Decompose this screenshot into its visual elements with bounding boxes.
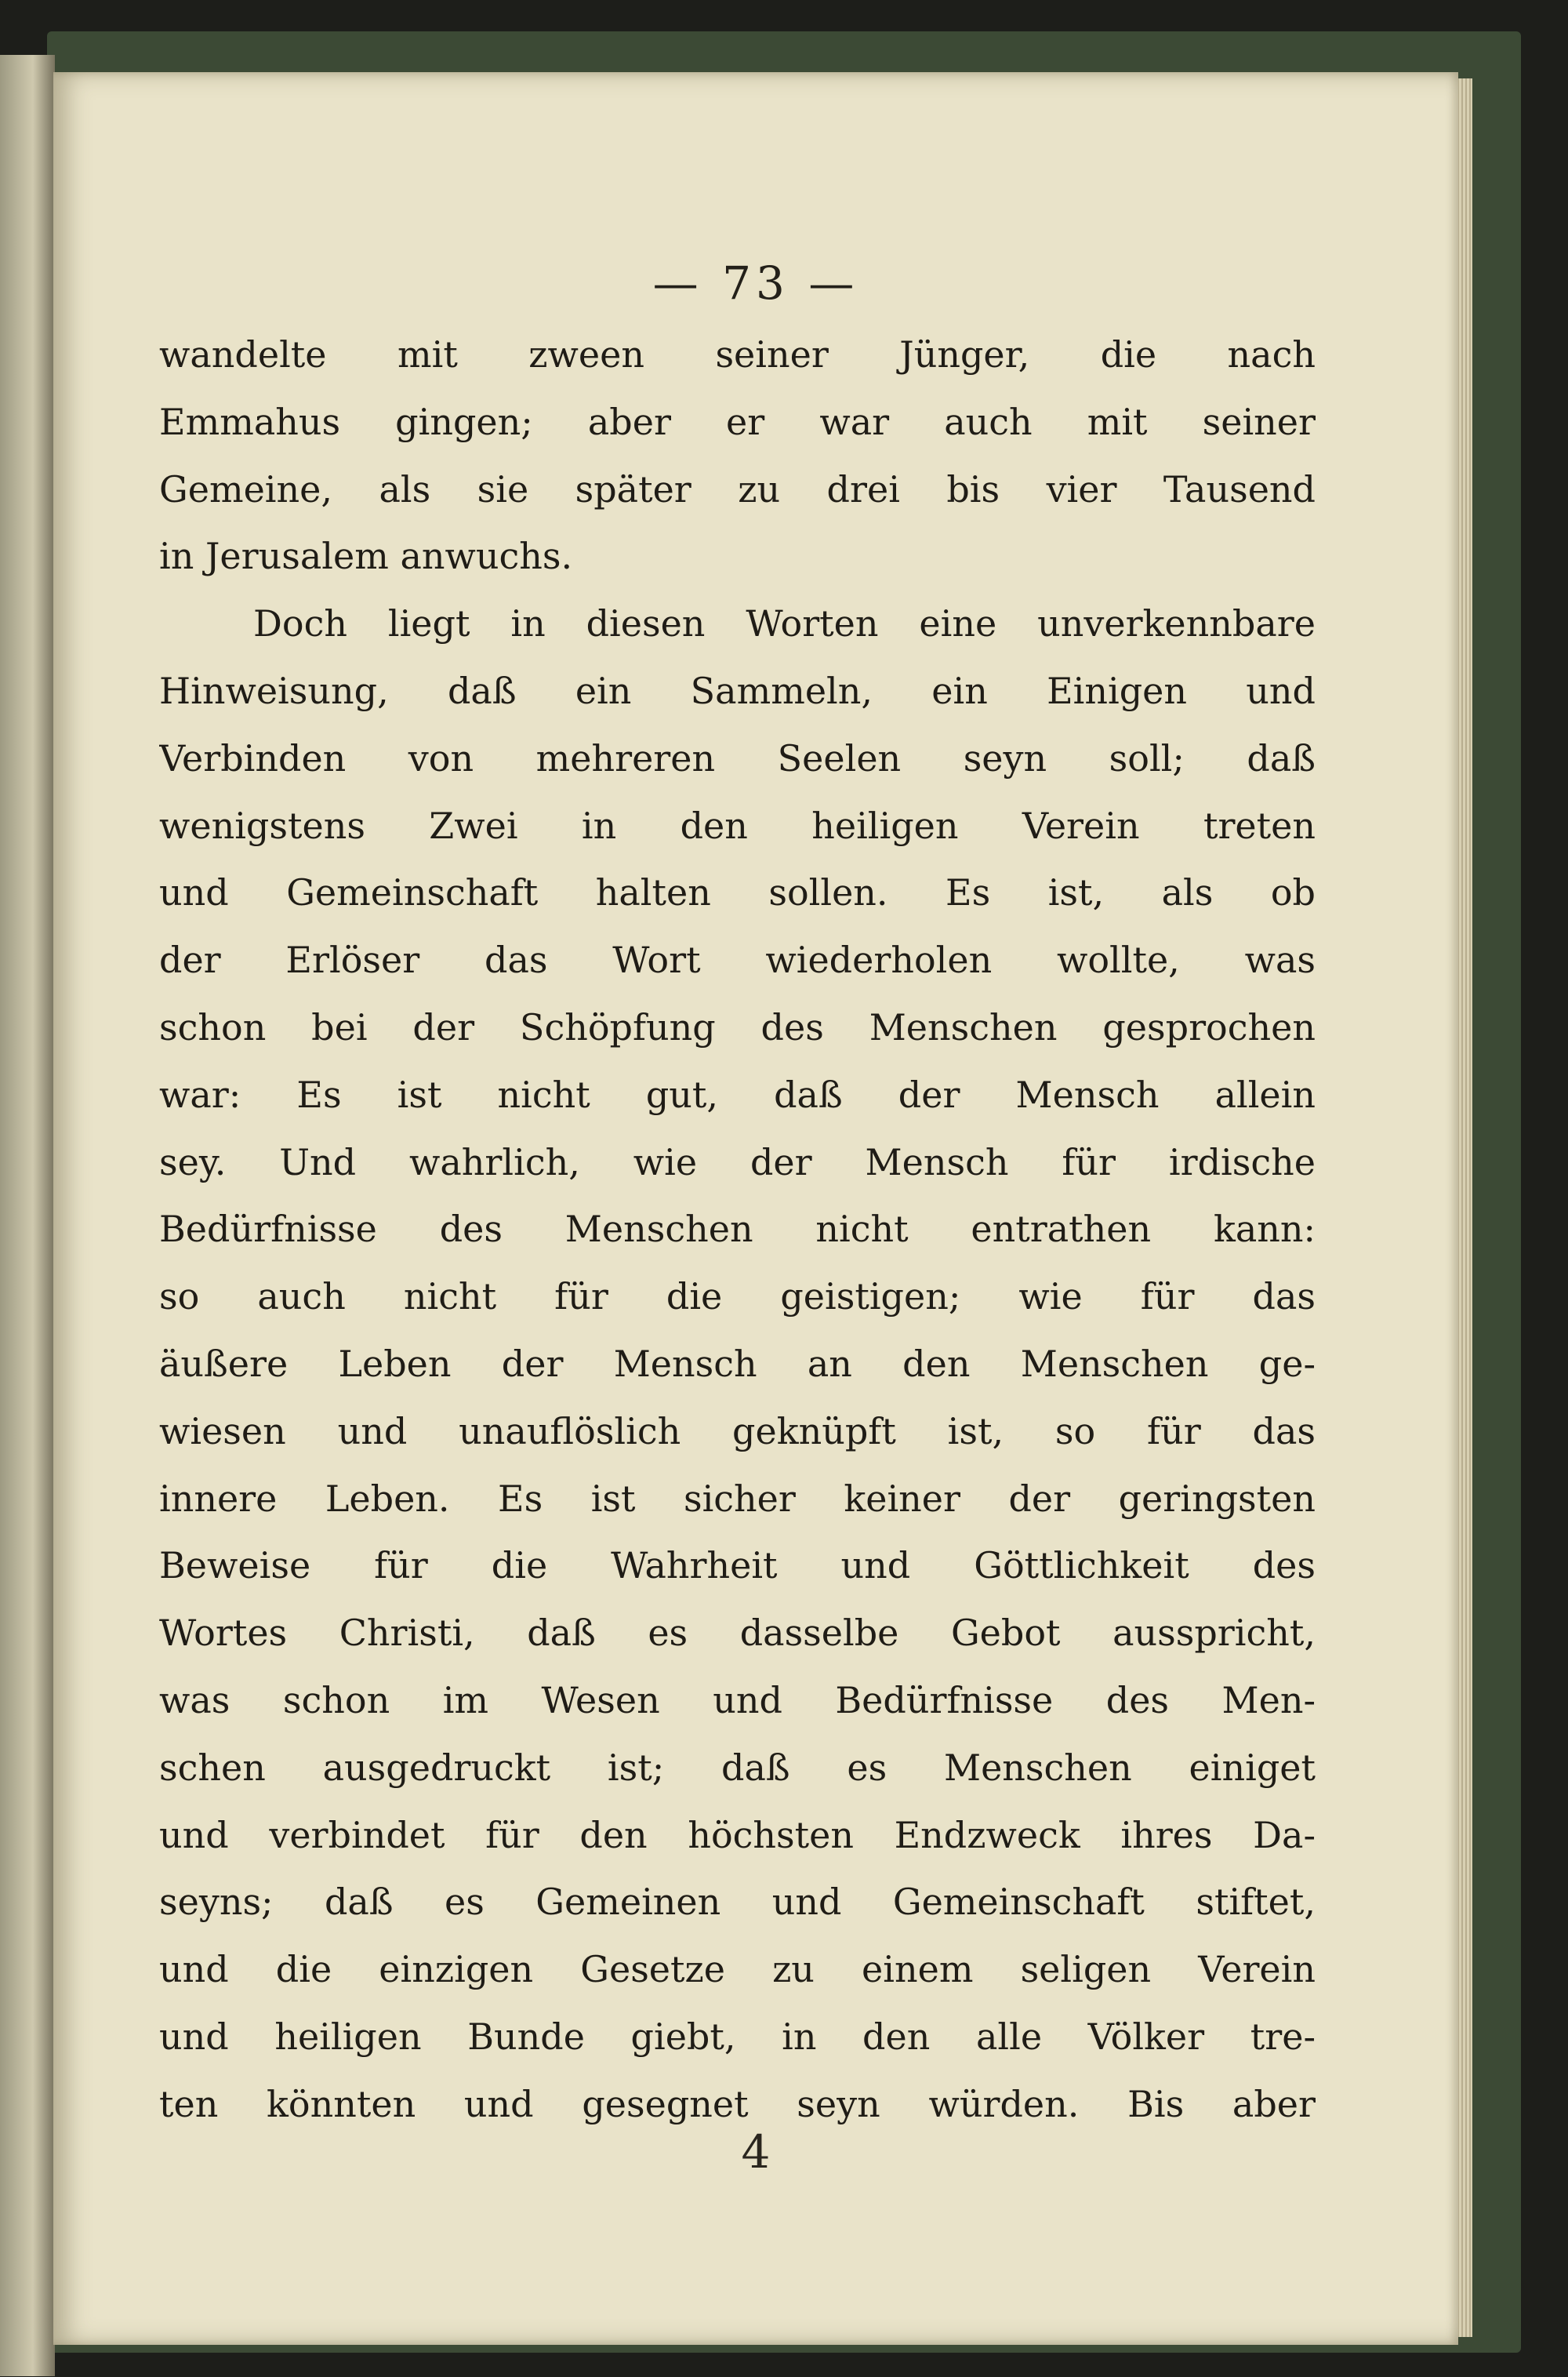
text-line: was schon im Wesen und Bedürfnisse des Men-	[159, 1678, 1316, 1721]
signature-mark: 4	[741, 2125, 771, 2179]
text-line: so auch nicht für die geistigen; wie für das	[159, 1275, 1316, 1318]
page-number-header: — 73 —	[652, 256, 859, 310]
text-line: Beweise für die Wahrheit und Göttlichkeit des	[159, 1544, 1316, 1587]
left-page-edge	[0, 55, 55, 2376]
text-line: sey. Und wahrlich, wie der Mensch für irdische	[159, 1140, 1316, 1183]
text-line: wiesen und unauflöslich geknüpft ist, so für das	[159, 1409, 1316, 1452]
text-line: wandelte mit zween seiner Jünger, die nach	[159, 333, 1316, 376]
text-line: und verbindet für den höchsten Endzweck ihres Da-	[159, 1813, 1316, 1856]
text-line: wenigstens Zwei in den heiligen Verein treten	[159, 804, 1316, 847]
text-line: schen ausgedruckt ist; daß es Menschen einiget	[159, 1746, 1316, 1789]
text-line: Hinweisung, daß ein Sammeln, ein Einigen und	[159, 669, 1316, 712]
text-line: Emmahus gingen; aber er war auch mit seiner	[159, 400, 1316, 443]
text-line: und die einzigen Gesetze zu einem seligen Verein	[159, 1948, 1316, 1991]
body-text	[159, 322, 1316, 2139]
text-line: seyns; daß es Gemeinen und Gemeinschaft stiftet,	[159, 1881, 1316, 1924]
text-line: Bedürfnisse des Menschen nicht entrathen kann:	[159, 1208, 1316, 1251]
text-line: der Erlöser das Wort wiederholen wollte, was	[159, 939, 1316, 982]
text-line: Doch liegt in diesen Worten eine unverkennbare	[253, 602, 1316, 645]
text-line: und Gemeinschaft halten sollen. Es ist, als ob	[159, 871, 1316, 914]
text-line: Wortes Christi, daß es dasselbe Gebot ausspricht,	[159, 1612, 1316, 1655]
text-line: in Jerusalem anwuchs.	[159, 535, 573, 578]
book-page	[53, 72, 1458, 2345]
text-line: ten könnten und gesegnet seyn würden. Bis aber	[159, 2082, 1316, 2125]
text-line: innere Leben. Es ist sicher keiner der geringsten	[159, 1477, 1316, 1520]
text-line: schon bei der Schöpfung des Menschen gesprochen	[159, 1005, 1316, 1049]
text-line: Gemeine, als sie später zu drei bis vier Tausend	[159, 467, 1316, 511]
text-line: Verbinden von mehreren Seelen seyn soll; daß	[159, 736, 1316, 780]
text-line: war: Es ist nicht gut, daß der Mensch allein	[159, 1073, 1316, 1116]
text-line: und heiligen Bunde giebt, in den alle Völker tre-	[159, 2015, 1316, 2058]
text-line: äußere Leben der Mensch an den Menschen ge-	[159, 1342, 1316, 1385]
